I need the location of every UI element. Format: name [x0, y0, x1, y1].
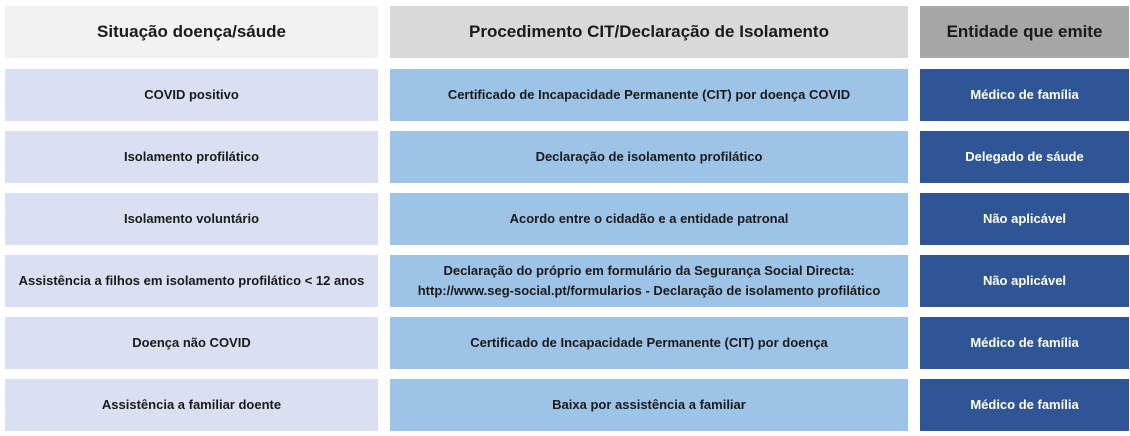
header-situacao: Situação doença/sáude: [5, 6, 378, 58]
row-situacao-cell: Doença não COVID: [5, 317, 378, 369]
row-entidade-cell: Médico de família: [920, 317, 1129, 369]
row-procedimento-cell: Declaração de isolamento profilático: [390, 131, 908, 183]
row-situacao-cell: Isolamento voluntário: [5, 193, 378, 245]
row-situacao-cell: Assistência a familiar doente: [5, 379, 378, 431]
row-procedimento-cell: Acordo entre o cidadão e a entidade patronal: [390, 193, 908, 245]
row-entidade-cell: Não aplicável: [920, 193, 1129, 245]
row-entidade-cell: Médico de família: [920, 69, 1129, 121]
row-entidade-cell: Médico de família: [920, 379, 1129, 431]
row-situacao-cell: COVID positivo: [5, 69, 378, 121]
row-entidade-cell: Delegado de sáude: [920, 131, 1129, 183]
row-procedimento-cell: Baixa por assistência a familiar: [390, 379, 908, 431]
header-procedimento: Procedimento CIT/Declaração de Isolamento: [390, 6, 908, 58]
row-entidade-cell: Não aplicável: [920, 255, 1129, 307]
row-procedimento-cell: Declaração do próprio em formulário da Segurança Social Directa: http://www.seg-social.pt/formularios - Declaração de isolamento profilático: [390, 255, 908, 307]
row-situacao-cell: Isolamento profilático: [5, 131, 378, 183]
header-entidade: Entidade que emite: [920, 6, 1129, 58]
row-procedimento-cell: Certificado de Incapacidade Permanente (CIT) por doença: [390, 317, 908, 369]
row-situacao-cell: Assistência a filhos em isolamento profilático < 12 anos: [5, 255, 378, 307]
row-procedimento-cell: Certificado de Incapacidade Permanente (CIT) por doença COVID: [390, 69, 908, 121]
